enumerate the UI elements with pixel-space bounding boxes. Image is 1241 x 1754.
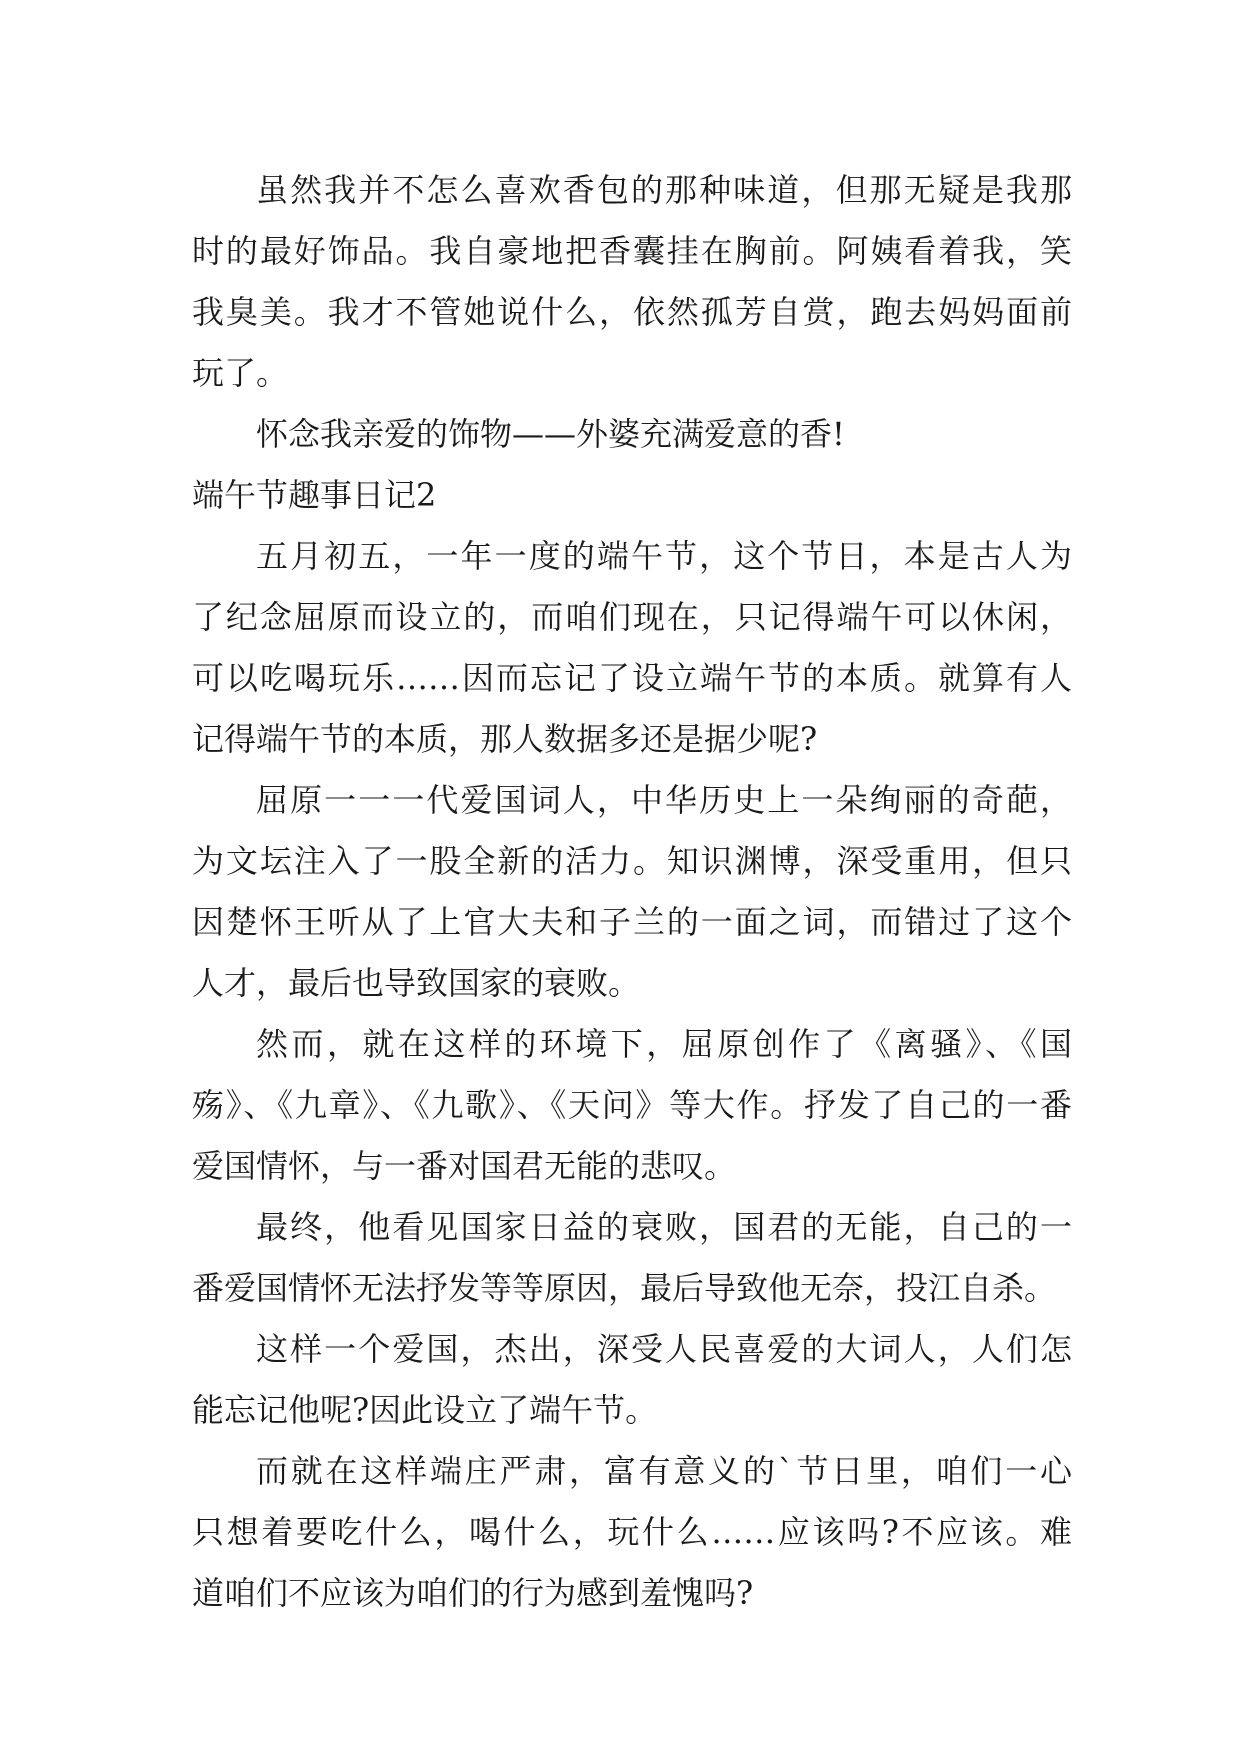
text-line: 虽然我并不怎么喜欢香包的那种味道，但那无疑是我那 bbox=[256, 171, 1072, 209]
text-line: 这样一个爱国，杰出，深受人民喜爱的大词人，人们怎 bbox=[256, 1330, 1072, 1368]
paragraph bbox=[192, 526, 1072, 770]
text-line: 最终，他看见国家日益的衰败，国君的无能，自己的一 bbox=[256, 1208, 1072, 1246]
text-line: 怀念我亲爱的饰物——外婆充满爱意的香! bbox=[256, 415, 845, 453]
section-title: 端午节趣事日记2 bbox=[192, 476, 437, 514]
text-line: 人才，最后也导致国家的衰败。 bbox=[192, 964, 641, 1002]
paragraph bbox=[192, 1014, 1072, 1197]
text-line: 玩了。 bbox=[192, 354, 289, 392]
text-line: 为文坛注入了一股全新的活力。知识渊博，深受重用，但只 bbox=[192, 842, 1072, 880]
paragraph bbox=[192, 770, 1072, 1014]
text-line: 了纪念屈原而设立的，而咱们现在，只记得端午可以休闲， bbox=[192, 598, 1072, 636]
text-line: 番爱国情怀无法抒发等等原因，最后导致他无奈，投江自杀。 bbox=[192, 1269, 1057, 1307]
paragraph bbox=[192, 1197, 1072, 1319]
text-line: 可以吃喝玩乐……因而忘记了设立端午节的本质。就算有人 bbox=[192, 659, 1072, 697]
paragraph bbox=[192, 404, 1072, 465]
text-line: 因楚怀王听从了上官大夫和子兰的一面之词，而错过了这个 bbox=[192, 903, 1072, 941]
text-line: 时的最好饰品。我自豪地把香囊挂在胸前。阿姨看着我，笑 bbox=[192, 232, 1072, 270]
document-page bbox=[192, 160, 1072, 1624]
text-line: 记得端午节的本质，那人数据多还是据少呢? bbox=[192, 720, 818, 758]
text-line: 爱国情怀，与一番对国君无能的悲叹。 bbox=[192, 1147, 737, 1185]
paragraph bbox=[192, 1319, 1072, 1441]
text-line: 只想着要吃什么，喝什么，玩什么……应该吗?不应该。难 bbox=[192, 1513, 1072, 1551]
text-line: 道咱们不应该为咱们的行为感到羞愧吗? bbox=[192, 1574, 754, 1612]
text-line: 殇》、《九章》、《九歌》、《天问》等大作。抒发了自己的一番 bbox=[192, 1086, 1072, 1124]
paragraph bbox=[192, 1441, 1072, 1624]
text-line: 屈原一一一代爱国词人，中华历史上一朵绚丽的奇葩， bbox=[256, 781, 1072, 819]
text-line: 能忘记他呢?因此设立了端午节。 bbox=[192, 1391, 658, 1429]
text-line: 我臭美。我才不管她说什么，依然孤芳自赏，跑去妈妈面前 bbox=[192, 293, 1072, 331]
text-line: 而就在这样端庄严肃，富有意义的`节日里，咱们一心 bbox=[256, 1452, 1072, 1490]
text-line: 然而，就在这样的环境下，屈原创作了《离骚》、《国 bbox=[256, 1025, 1072, 1063]
paragraph bbox=[192, 160, 1072, 404]
text-line: 五月初五，一年一度的端午节，这个节日，本是古人为 bbox=[256, 537, 1072, 575]
